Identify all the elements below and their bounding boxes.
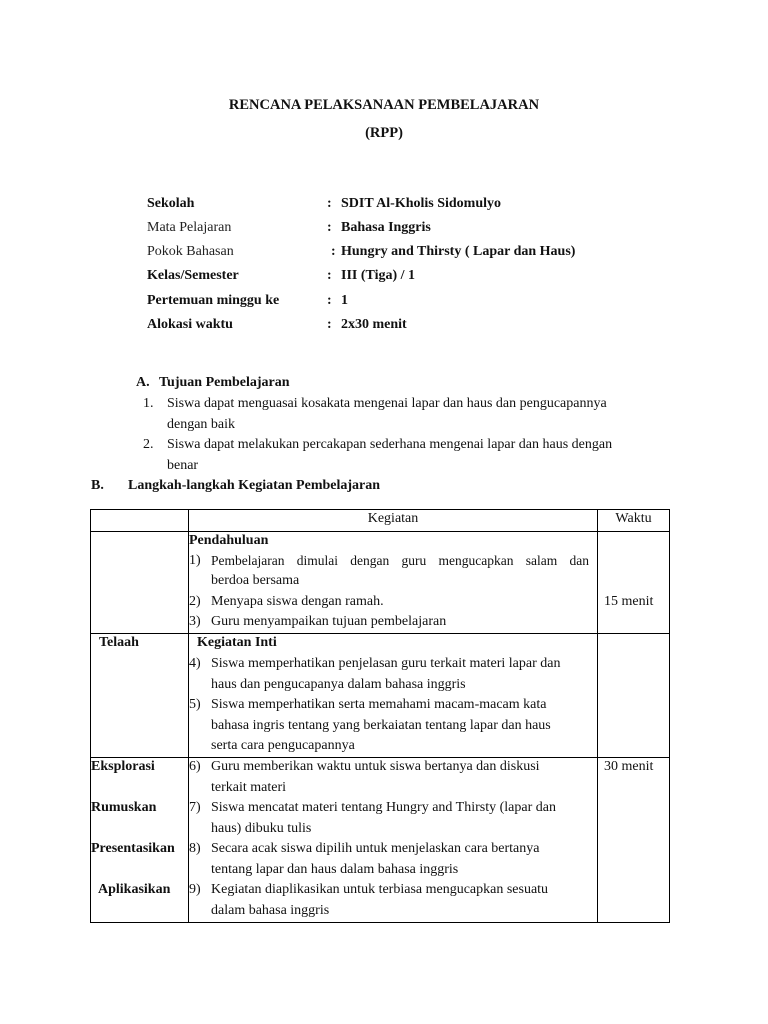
table-header-divider <box>90 531 670 532</box>
item-text: Pembelajaran dimulai dengan guru mengucapkan salam dan <box>211 553 589 568</box>
list-item-text: dengan baik <box>167 417 236 432</box>
table-border-top <box>90 509 670 510</box>
identity-label: Sekolah <box>147 196 195 211</box>
item-number: 3) <box>189 614 201 629</box>
document-title: RENCANA PELAKSANAAN PEMBELAJARAN <box>228 97 540 113</box>
item-text: tentang lapar dan haus dalam bahasa inggris <box>211 862 459 877</box>
identity-value: III (Tiga) / 1 <box>341 268 416 283</box>
inti-heading: Kegiatan Inti <box>197 635 277 650</box>
item-number: 4) <box>189 656 201 671</box>
identity-label: Mata Pelajaran <box>147 220 232 235</box>
item-number: 2) <box>189 594 201 609</box>
item-number: 5) <box>189 697 201 712</box>
table-row-divider <box>90 633 670 634</box>
item-text: haus) dibuku tulis <box>211 821 312 836</box>
item-text: Kegiatan diaplikasikan untuk terbiasa mengucapkan sesuatu <box>211 882 549 897</box>
identity-value: Bahasa Inggris <box>341 220 431 235</box>
list-item-text: Siswa dapat menguasai kosakata mengenai lapar dan haus dan pengucapannya <box>167 396 607 411</box>
item-text: terkait materi <box>211 780 287 795</box>
item-text: haus dan pengucapanya dalam bahasa inggris <box>211 677 466 692</box>
document-subtitle: (RPP) <box>365 125 403 141</box>
identity-separator: : <box>327 268 332 283</box>
list-number: 1. <box>143 396 154 411</box>
table-border-bottom <box>90 922 670 923</box>
table-header-time: Waktu <box>615 511 652 526</box>
item-text: Guru memberikan waktu untuk siswa bertanya dan diskusi <box>211 759 540 774</box>
item-number: 7) <box>189 800 201 815</box>
time-value: 15 menit <box>604 594 654 609</box>
identity-separator: : <box>327 220 332 235</box>
item-number: 6) <box>189 759 201 774</box>
item-text: berdoa bersama <box>211 573 300 588</box>
identity-label: Kelas/Semester <box>147 268 239 283</box>
stage-label: Presentasikan <box>91 841 175 856</box>
identity-separator: : <box>331 244 336 259</box>
table-column-divider <box>597 509 598 923</box>
identity-separator: : <box>327 196 332 211</box>
identity-separator: : <box>327 293 332 308</box>
item-text: bahasa ingris tentang yang berkaiatan tentang lapar dan haus <box>211 718 551 733</box>
table-row-divider <box>90 757 670 758</box>
table-border-right <box>669 509 670 923</box>
identity-value: Hungry and Thirsty ( Lapar dan Haus) <box>341 244 576 259</box>
item-text: Siswa mencatat materi tentang Hungry and Thirsty (lapar dan <box>211 800 556 815</box>
item-text: Guru menyampaikan tujuan pembelajaran <box>211 614 447 629</box>
stage-label: Rumuskan <box>91 800 157 815</box>
time-value: 30 menit <box>604 759 654 774</box>
identity-label: Alokasi waktu <box>147 317 233 332</box>
item-number: 1) <box>189 553 201 568</box>
pendahuluan-heading: Pendahuluan <box>189 533 269 548</box>
item-text: Menyapa siswa dengan ramah. <box>211 594 384 609</box>
list-item-text: benar <box>167 458 199 473</box>
table-header-activity: Kegiatan <box>367 511 419 526</box>
stage-label: Aplikasikan <box>98 882 171 897</box>
section-a-heading: Tujuan Pembelajaran <box>159 375 290 390</box>
identity-label: Pertemuan minggu ke <box>147 293 280 308</box>
table-border-left <box>90 509 91 923</box>
item-text: Siswa memperhatikan serta memahami macam-macam kata <box>211 697 547 712</box>
section-a-marker: A. <box>136 375 150 390</box>
stage-label: Telaah <box>99 635 139 650</box>
identity-value: 2x30 menit <box>341 317 407 332</box>
list-number: 2. <box>143 437 154 452</box>
stage-label: Eksplorasi <box>91 759 155 774</box>
section-b-marker: B. <box>91 478 104 493</box>
item-text: dalam bahasa inggris <box>211 903 330 918</box>
section-b-heading: Langkah-langkah Kegiatan Pembelajaran <box>128 478 381 493</box>
item-text: serta cara pengucapannya <box>211 738 355 753</box>
item-text: Secara acak siswa dipilih untuk menjelaskan cara bertanya <box>211 841 540 856</box>
identity-value: 1 <box>341 293 348 308</box>
item-number: 9) <box>189 882 201 897</box>
identity-value: SDIT Al-Kholis Sidomulyo <box>341 196 502 211</box>
identity-label: Pokok Bahasan <box>147 244 234 259</box>
item-number: 8) <box>189 841 201 856</box>
list-item-text: Siswa dapat melakukan percakapan sederhana mengenai lapar dan haus dengan <box>167 437 613 452</box>
item-text: Siswa memperhatikan penjelasan guru terkait materi lapar dan <box>211 656 561 671</box>
table-column-divider <box>188 509 189 923</box>
identity-separator: : <box>327 317 332 332</box>
